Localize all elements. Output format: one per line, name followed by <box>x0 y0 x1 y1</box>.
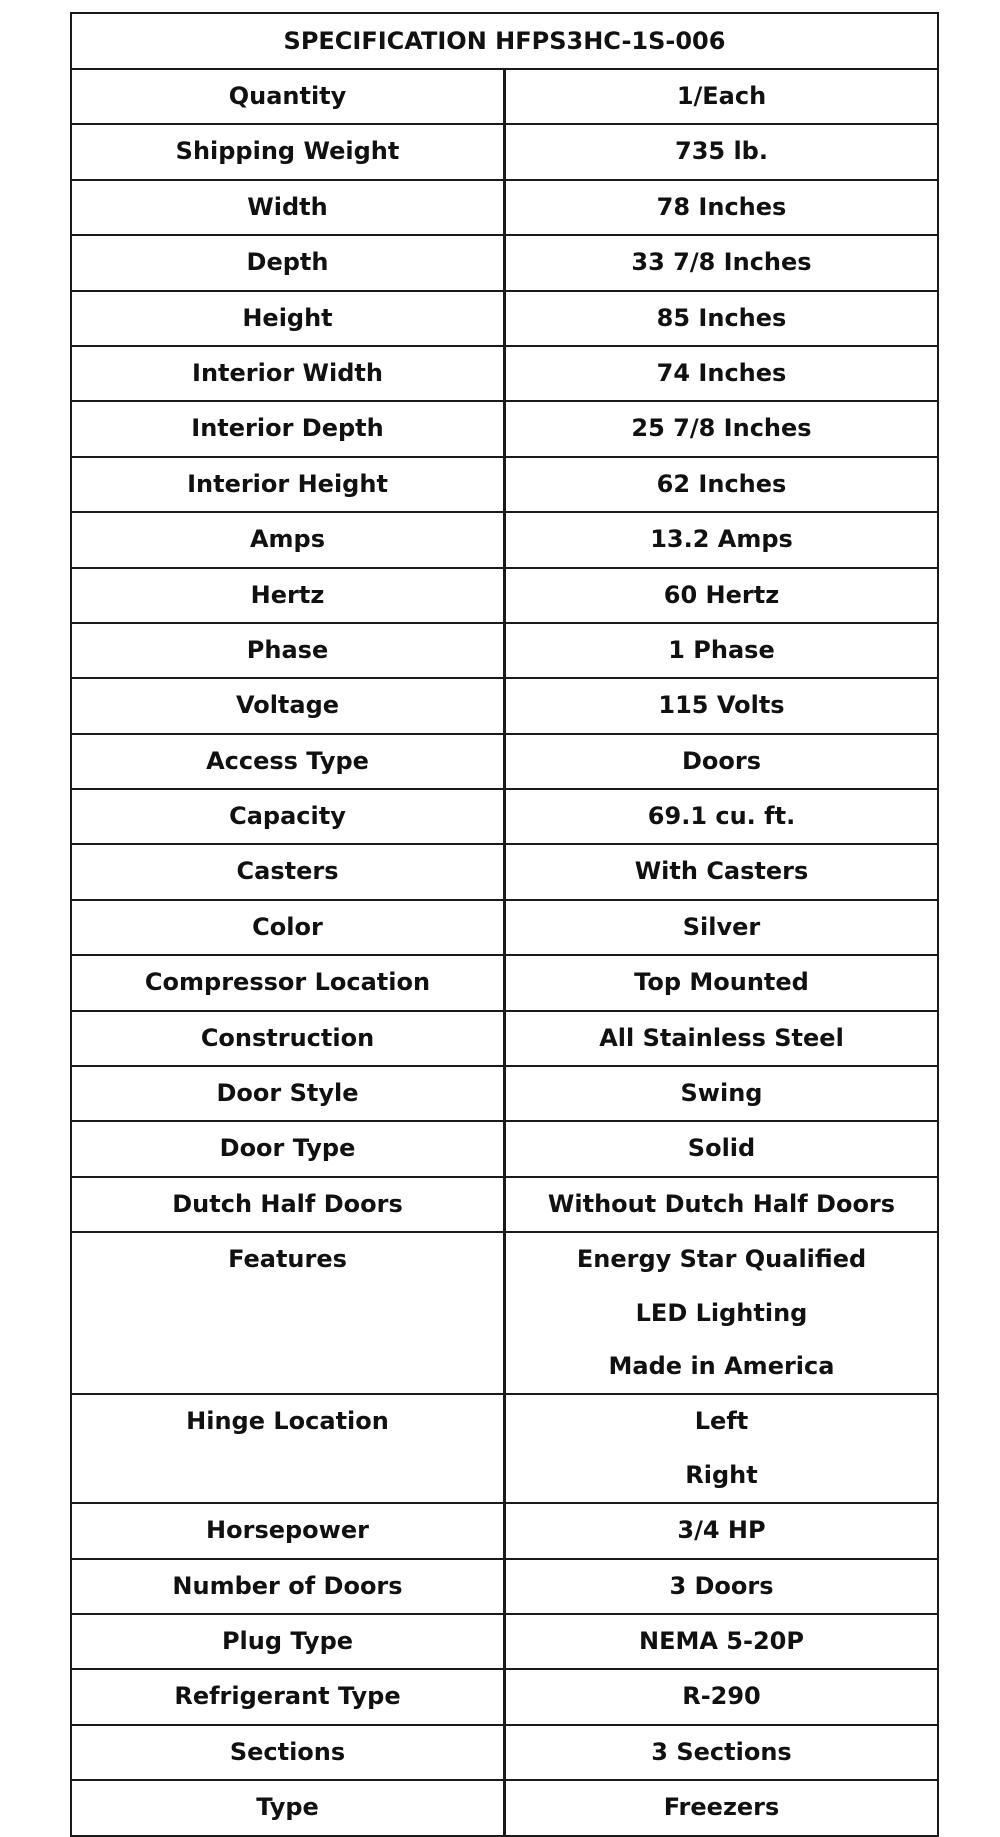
table-title: SPECIFICATION HFPS3HC-1S-006 <box>71 13 938 69</box>
spec-label: Plug Type <box>221 1626 354 1655</box>
spec-label-cell <box>71 900 505 955</box>
table-row <box>71 1394 938 1503</box>
spec-label-cell <box>71 1066 505 1121</box>
spec-value: Right <box>685 1460 758 1489</box>
spec-value-cell <box>505 1066 939 1121</box>
spec-label-cell <box>71 401 505 456</box>
spec-value-cell <box>505 1232 939 1394</box>
spec-value-cell <box>505 457 939 512</box>
spec-label: Interior Height <box>187 469 388 498</box>
spec-value-cell <box>505 1394 939 1503</box>
spec-label-cell <box>71 623 505 678</box>
spec-label-cell <box>71 235 505 290</box>
spec-value-cell <box>505 346 939 401</box>
spec-value-cell <box>505 955 939 1010</box>
spec-value-cell <box>505 1177 939 1232</box>
spec-value-cell <box>505 512 939 567</box>
spec-value: 62 Inches <box>656 469 787 498</box>
spec-value-cell <box>505 1503 939 1558</box>
spec-value: Swing <box>680 1079 763 1108</box>
spec-value: Made in America <box>608 1351 835 1380</box>
spec-value: 1 Phase <box>668 635 775 664</box>
spec-value: Freezers <box>663 1793 780 1822</box>
table-row <box>71 955 938 1010</box>
table-row <box>71 678 938 733</box>
table-row <box>71 346 938 401</box>
table-row <box>71 568 938 623</box>
spec-value: 3 Doors <box>669 1571 774 1600</box>
table-row <box>71 1177 938 1232</box>
spec-value-cell <box>505 900 939 955</box>
spec-label: Construction <box>200 1023 375 1052</box>
table-row <box>71 1503 938 1558</box>
spec-value-cell <box>505 844 939 899</box>
spec-value: 1/Each <box>676 82 767 110</box>
spec-value-cell <box>505 180 939 235</box>
spec-label-cell <box>71 734 505 789</box>
spec-label: Door Type <box>219 1134 356 1163</box>
spec-label: Amps <box>249 525 326 554</box>
spec-label: Hertz <box>250 580 325 609</box>
spec-label: Voltage <box>235 691 340 720</box>
spec-value: Without Dutch Half Doors <box>547 1189 896 1218</box>
spec-label-cell <box>71 955 505 1010</box>
table-row <box>71 1669 938 1724</box>
table-row <box>71 1559 938 1614</box>
table-row <box>71 844 938 899</box>
spec-label: Type <box>256 1793 319 1822</box>
table-row <box>71 1066 938 1121</box>
spec-label: Width <box>247 192 328 221</box>
specification-table-body <box>71 13 938 1836</box>
spec-label: Interior Depth <box>191 414 384 443</box>
spec-value-cell <box>505 1725 939 1780</box>
table-row <box>71 789 938 844</box>
spec-value: All Stainless Steel <box>599 1023 844 1052</box>
table-row <box>71 124 938 179</box>
spec-value: 115 Volts <box>658 691 785 720</box>
spec-label: Horsepower <box>206 1516 369 1545</box>
table-row <box>71 900 938 955</box>
spec-label-cell <box>71 180 505 235</box>
spec-label: Quantity <box>228 82 347 110</box>
spec-value-cell <box>505 734 939 789</box>
spec-label: Casters <box>236 857 339 886</box>
spec-value: Silver <box>682 912 761 941</box>
spec-label-cell <box>71 1614 505 1669</box>
spec-label: Dutch Half Doors <box>172 1189 403 1218</box>
spec-value: 3 Sections <box>651 1737 792 1766</box>
spec-value-cell <box>505 401 939 456</box>
spec-label-cell <box>71 1394 505 1503</box>
spec-label: Access Type <box>206 746 369 775</box>
spec-label: Compressor Location <box>144 968 431 997</box>
spec-value-cell <box>505 235 939 290</box>
spec-value: 33 7/8 Inches <box>631 248 812 277</box>
spec-value: 60 Hertz <box>663 580 780 609</box>
table-row <box>71 623 938 678</box>
spec-value: With Casters <box>634 857 809 886</box>
spec-label: Interior Width <box>192 358 383 387</box>
spec-value: 735 lb. <box>675 137 768 166</box>
spec-label-cell <box>71 69 505 124</box>
spec-label-cell <box>71 457 505 512</box>
spec-label-cell <box>71 512 505 567</box>
spec-value: LED Lighting <box>635 1298 808 1327</box>
spec-label: Refrigerant Type <box>174 1682 401 1711</box>
spec-label-cell <box>71 291 505 346</box>
spec-label: Door Style <box>216 1079 359 1108</box>
table-row <box>71 1232 938 1394</box>
spec-value-cell <box>505 69 939 124</box>
spec-value: NEMA 5-20P <box>639 1626 804 1655</box>
spec-label: Phase <box>246 635 329 664</box>
spec-label: Shipping Weight <box>175 137 400 166</box>
spec-label-cell <box>71 1177 505 1232</box>
table-row <box>71 1614 938 1669</box>
spec-value: 25 7/8 Inches <box>631 414 812 443</box>
table-row <box>71 1780 938 1835</box>
spec-value: 69.1 cu. ft. <box>647 802 796 831</box>
spec-value-cell <box>505 1614 939 1669</box>
spec-value: 78 Inches <box>656 192 787 221</box>
spec-label-cell <box>71 124 505 179</box>
spec-value-cell <box>505 678 939 733</box>
spec-value: Energy Star Qualified <box>576 1245 867 1274</box>
spec-value-cell <box>505 1669 939 1724</box>
spec-value: Solid <box>687 1134 756 1163</box>
table-row <box>71 1011 938 1066</box>
table-row <box>71 180 938 235</box>
spec-value-cell <box>505 1559 939 1614</box>
spec-label-cell <box>71 1559 505 1614</box>
spec-value-cell <box>505 1780 939 1835</box>
spec-value: 13.2 Amps <box>650 525 793 554</box>
spec-label-cell <box>71 568 505 623</box>
table-row <box>71 457 938 512</box>
spec-label-cell <box>71 1780 505 1835</box>
table-row <box>71 734 938 789</box>
spec-value-cell <box>505 623 939 678</box>
spec-label-cell <box>71 789 505 844</box>
spec-label: Sections <box>229 1737 346 1766</box>
table-row <box>71 1121 938 1176</box>
table-row <box>71 1725 938 1780</box>
table-row <box>71 69 938 124</box>
spec-label: Capacity <box>229 802 346 831</box>
spec-label: Depth <box>246 248 329 277</box>
spec-label-cell <box>71 678 505 733</box>
spec-label-cell <box>71 1725 505 1780</box>
spec-label: Color <box>252 912 323 941</box>
spec-label: Height <box>242 303 333 332</box>
table-row <box>71 512 938 567</box>
spec-label-cell <box>71 1232 505 1394</box>
table-row <box>71 291 938 346</box>
specification-table <box>70 12 939 1837</box>
spec-label: Number of Doors <box>172 1571 403 1600</box>
spec-value-cell <box>505 124 939 179</box>
table-row <box>71 235 938 290</box>
spec-value-cell <box>505 789 939 844</box>
spec-label-cell <box>71 1121 505 1176</box>
spec-label-cell <box>71 1011 505 1066</box>
spec-label: Hinge Location <box>186 1407 389 1436</box>
spec-label-cell <box>71 1669 505 1724</box>
spec-value-cell <box>505 291 939 346</box>
spec-value: 3/4 HP <box>677 1516 766 1545</box>
table-row <box>71 401 938 456</box>
spec-value: 74 Inches <box>656 358 787 387</box>
table-title-row <box>71 13 938 69</box>
spec-value-cell <box>505 1011 939 1066</box>
spec-value: Left <box>694 1407 749 1436</box>
spec-value: 85 Inches <box>656 303 787 332</box>
spec-label-cell <box>71 346 505 401</box>
spec-value: Doors <box>681 746 762 775</box>
spec-value-cell <box>505 568 939 623</box>
spec-value-cell <box>505 1121 939 1176</box>
spec-label-cell <box>71 844 505 899</box>
spec-value: R-290 <box>682 1682 761 1711</box>
spec-label-cell <box>71 1503 505 1558</box>
spec-value: Top Mounted <box>634 968 809 997</box>
spec-label: Features <box>228 1245 347 1274</box>
